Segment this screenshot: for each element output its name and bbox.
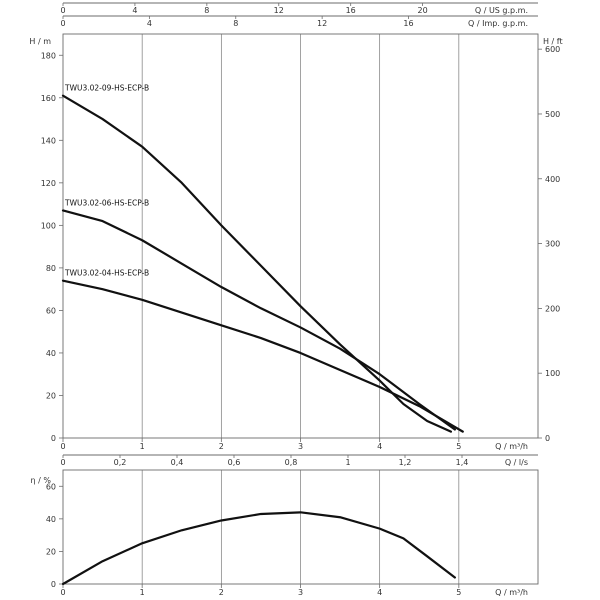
eff-x-tick-label: 2 [218,588,224,597]
imp-gpm-axis-title: Q / Imp. g.p.m. [468,19,528,28]
y-tick-label: 180 [40,51,56,61]
curves [63,96,463,584]
y-ft-tick-label: 0 [545,434,551,443]
y-tick-label: 160 [40,93,56,103]
y-ft-tick-label: 400 [545,174,561,184]
imp-gpm-tick-label: 12 [317,19,328,28]
imp-gpm-tick-label: 16 [403,19,414,28]
ls-tick-label: 0,2 [113,458,127,467]
ls-tick-label: 1 [345,458,351,467]
y-ft-tick-label: 600 [545,45,561,55]
eff-y-tick-label: 40 [45,514,56,524]
us-gpm-axis-title: Q / US g.p.m. [474,6,528,15]
x-tick-label: 3 [297,442,304,451]
efficiency-curve-1 [63,512,455,584]
y-ft-tick-label: 200 [545,304,561,314]
y-tick-label: 100 [40,221,56,231]
y-ft-tick-label: 300 [545,239,561,249]
ls-tick-label: 0 [60,458,66,467]
head-curve-3 [63,281,463,432]
x-axis-title: Q / m³/h [495,442,528,451]
ls-tick-label: 0,6 [227,458,241,467]
x-tick-label: 4 [377,442,383,451]
series-label-3: TWU3.02-04-HS-ECP-B [65,268,150,278]
imp-gpm-tick-label: 8 [233,19,239,28]
imp-gpm-tick-label: 4 [146,19,152,28]
us-gpm-tick-label: 8 [204,6,210,15]
ls-tick-label: 0,4 [170,458,184,467]
eff-x-axis-title: Q / m³/h [495,588,528,597]
eff-y-tick-label: 0 [50,580,56,589]
y-ft-tick-label: 100 [545,369,561,379]
y-tick-label: 140 [40,136,56,146]
x-tick-label: 1 [139,442,145,451]
ls-tick-label: 1,2 [398,458,412,467]
us-gpm-tick-label: 4 [132,6,138,15]
eff-x-tick-label: 3 [297,588,304,597]
y-ft-axis-title: H / ft [543,37,563,46]
y-tick-label: 40 [45,348,56,358]
eff-x-tick-label: 0 [60,588,66,597]
us-gpm-tick-label: 0 [60,6,66,15]
y-ft-tick-label: 500 [545,109,561,119]
us-gpm-tick-label: 20 [417,6,428,15]
ls-tick-label: 0,8 [284,458,298,467]
eff-x-tick-label: 5 [456,588,462,597]
series-label-1: TWU3.02-09-HS-ECP-B [65,83,150,93]
ls-tick-label: 1,4 [455,458,469,467]
y-axis-title: H / m [29,37,51,46]
imp-gpm-tick-label: 0 [60,19,66,28]
y-tick-label: 120 [40,178,56,188]
y-tick-label: 20 [45,391,56,401]
eff-x-tick-label: 4 [377,588,383,597]
eff-y-axis-title: η / % [30,476,51,485]
y-tick-label: 80 [45,263,56,273]
y-tick-label: 0 [50,434,56,443]
x-tick-label: 2 [218,442,224,451]
eff-y-tick-label: 60 [45,482,56,492]
x-tick-label: 5 [456,442,462,451]
x-tick-label: 0 [60,442,66,451]
y-tick-label: 60 [45,306,56,316]
eff-x-tick-label: 1 [139,588,145,597]
eff-y-tick-label: 20 [45,547,56,557]
us-gpm-tick-label: 16 [345,6,356,15]
ls-axis-title: Q / l/s [504,458,528,467]
us-gpm-tick-label: 12 [273,6,284,15]
series-label-2: TWU3.02-06-HS-ECP-B [65,198,150,208]
head-curve-1 [63,96,451,432]
